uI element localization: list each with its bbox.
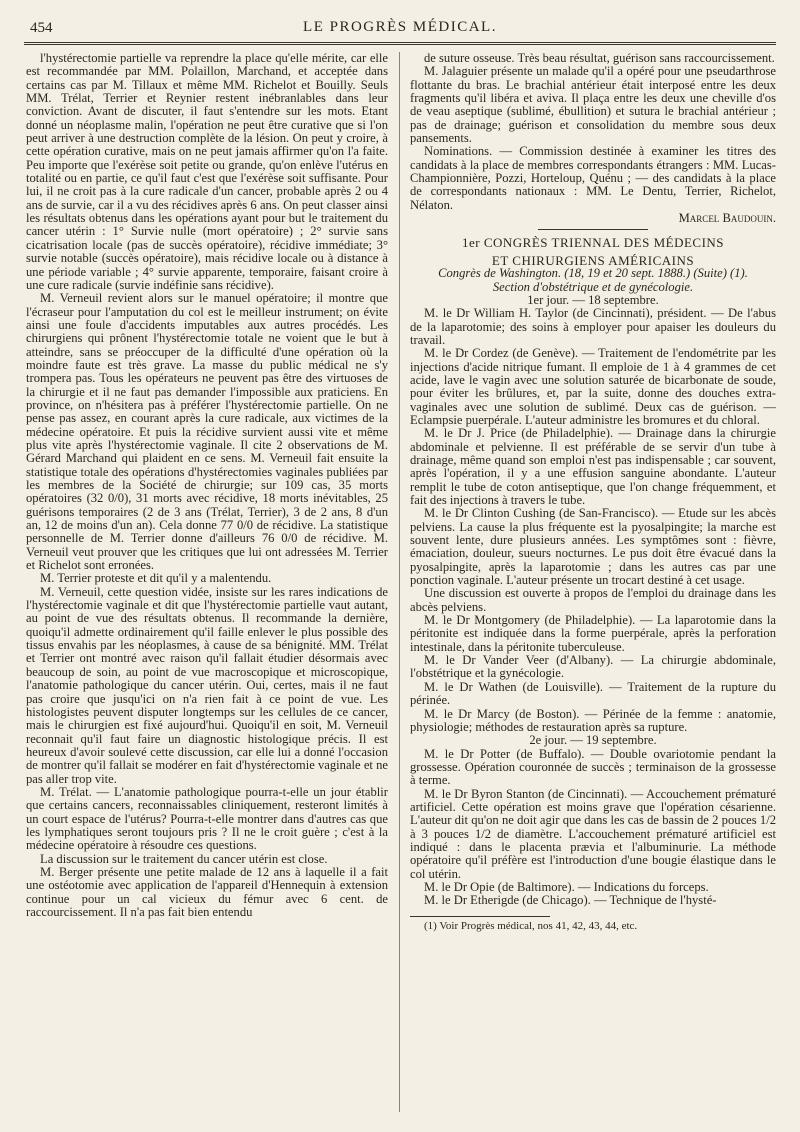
paragraph: M. Verneuil, cette question vidée, insiste sur les rares indications de l'hystérectomie vaginale et dit que l'hystérectomie partielle vaut autant, au point de vue des résultats obtenus. Il recommande la dernière, quoiqu'il admette ordinairement qu'il faille enlever le plus possible des tissus envahis par les néoplasmes, à cause de sa bénignité. MM. Trélat et Terrier ont montré avec raison qu'il fallait étudier désormais avec beaucoup de soin, au point de vue macroscopique et microscopique, l'anatomie pathologique du cancer utérin. Oui, certes, mais il ne faut pas croire que jusqu'ici on n'a rien fait à ce point de vue. Les histologistes peuvent disputer longtemps sur les cellules de ce cancer, mais le chirurgien est fixé aujourd'hui. Quoiqu'il en soit, M. Verneuil reconnait qu'il faut faire un diagnostic histologique précis. Il est heureux d'avoir soulevé cette discussion, car elle lui a donné l'occasion de montrer qu'il fallait se modérer en fait d'hystérectomie vaginale et ne pas aller trop vite. (26, 584, 388, 786)
list-item: M. le Dr Byron Stanton (de Cincinnati). — Accouchement prématuré artificiel. Cette opération est moins grave que l'opération césarienne. L'auteur dit qu'on ne doit agir que dans les cas de bassin de 2 pouces 1/2 à 3 pouces 1/2 de diamètre. L'accouchement prématuré artificiel est indiqué : dans le placenta prævia et l'albuminurie. La méthode opératoire qu'il préfère est l'introduction d'une bougie élastique dans le col utérin. (410, 786, 776, 881)
author-signature: Marcel Baudouin. (678, 211, 776, 226)
paragraph: Nominations. — Commission destinée à examiner les titres des candidats à la place de membres correspondants étrangers : MM. Lucas-Championnière, Pozzi, Horteloup, Quénu ; — des candidats à la place de correspondants nationaux : MM. Le Dentu, Terrier, Richelot, Nélaton. (410, 144, 776, 212)
list-item: M. le Dr Wathen (de Louisville). — Traitement de la rupture du périnée. (410, 679, 776, 708)
footnote-rule (410, 916, 550, 917)
right-column (410, 52, 776, 1114)
day-heading: 1er jour. — 18 septembre. (527, 292, 659, 307)
congress-subtitle: Congrès de Washington. (18, 19 et 20 sept. 1888.) (Suite) (1). (438, 266, 748, 281)
paragraph: M. Verneuil revient alors sur le manuel opératoire; il montre que l'écraseur pour l'amputation du col est le meilleur instrument; on évite ainsi une foule d'accidents imputables aux autres procédés. Les chirurgiens qui prônent l'hystérectomie totale ne voient que le but à atteindre, sans se préoccuper de la difficulté d'une opération où la moindre faute est très grave. La masse du public médical ne s'y trompera pas. Tous les opérateurs ne peuvent pas être des virtuoses de la chirurgie et il ne faut pas demander l'impossible aux praticiens. En province, on n'hésitera pas à préférer l'hystérectomie partielle. On ne pense pas assez, en courant après la cure radicale, aux victimes de la médecine opératoire. Et puis la récidive survient aussi vite et même plus vite après l'hystérectomie vaginale. Il cite 2 observations de M. Gérard Marchand qui plaident en ce sens. M. Verneuil fait ensuite la statistique totale des opérations d'hystérectomies vaginales publiées par les membres de la Société de chirurgie; sur 109 cas, 35 morts opératoires (32 0/0), 31 morts avec récidive, 18 morts inévitables, 25 guérisons temporaires (2 de 3 ans (Trélat, Terrier), 3 de 2 ans, 8 d'un an, 12 de moins d'un an). Cela donne 77 0/0 de récidive. La statistique personnelle de M. Terrier donne d'ailleurs 76 0/0 de récidive. M. Verneuil veut prouver que les critiques que lui ont adressées M. Terrier et Richelot sont erronées. (26, 291, 388, 573)
paragraph: M. Berger présente une petite malade de 12 ans à laquelle il a fait une ostéotomie avec application de l'appareil d'Hennequin à extension continue pour un cal vicieux du fémur avec 6 cent. de raccourcissement. Il n'a pas fait bien entendu (26, 864, 388, 919)
page-number: 454 (30, 20, 53, 36)
paragraph: l'hystérectomie partielle va reprendre la place qu'elle mérite, car elle est recommandée par MM. Polaillon, Marchand, et acceptée dans certains cas par M. Tillaux et même MM. Richelot et Bouilly. Seuls MM. Trélat, Terrier et Reynier restent inébranlables dans leur conviction. Avant de discuter, il faut s'entendre sur les mots. Etant donné un néoplasme malin, l'opération ne peut être curative que si l'on peut arriver à une destruction complète de la lésion. On peut y croire, à cette opération curative, mais on ne peut jamais affirmer qu'on l'a faite. Peu importe que l'exérèse soit petite ou grande, qu'on enlève l'utérus en totalité ou en partie, ce qu'il faut c'est que l'exérèse soit suffisante. Pour lui, il ne croit pas à la cure radicale d'un cancer, probable après 2 ou 4 ans de survie, car il a vu des récidives après 6 ans. On peut classer ainsi les résultats obtenus dans les opérations ayant pour but le traitement du cancer utérin : 1° Survie nulle (mort opératoire) ; 2° survie sans cicatrisation locale (pas de succès opératoire), récidive immédiate; 3° survie notable (succès opératoire), mais récidive locale ou à distance à une période variable ; 4° survie apparente, temporaire, faisant croire à une cure radicale (survie indéfinie sans récidive). (26, 51, 388, 292)
paragraph: M. Terrier proteste et dit qu'il y a malentendu. (40, 571, 272, 586)
footnote: (1) Voir Progrès médical, nos 41, 42, 43, 44, etc. (424, 919, 638, 932)
section-rule (538, 229, 648, 230)
list-item: M. le Dr Vander Veer (d'Albany). — La chirurgie abdominale, l'obstétrique et la gynécologie. (410, 653, 776, 681)
list-item: M. le Dr Clinton Cushing (de San-Francisco). — Etude sur les abcès pelviens. La cause la plus fréquente est la pyosalpingite; la marche est souvent lente, dure plusieurs années. Les symptômes sont : fièvre, émaciation, douleur, sueurs nocturnes. Le pus doit être évacué dans la pyosalpingite, après la laparotomie ; dans les autres cas par une ponction vaginale. L'auteur présente un trocart destiné à cet usage. (410, 506, 776, 588)
paragraph: M. Trélat. — L'anatomie pathologique pourra-t-elle un jour établir que certains cancers, reconnaissables cliniquement, resteront limités à un court espace de l'utérus? Pourra-t-elle montrer dans d'autres cas que les lymphatiques seront toujours pris ? Il ne le croit guère ; c'est à la médecine opératoire à résoudre ces questions. (26, 784, 388, 853)
congress-title-line2: ET CHIRURGIENS AMÉRICAINS (491, 252, 695, 268)
paragraph: de suture osseuse. Très beau résultat, guérison sans raccourcissement. (424, 51, 775, 65)
list-item: M. le Dr Montgomery (de Philadelphie). — La laparotomie dans la péritonite est indiquée dans la forme puerpérale, après la perforation intestinale, dans la péritonite tuberculeuse. (410, 613, 776, 654)
paragraph: La discussion sur le traitement du cancer utérin est close. (40, 851, 328, 866)
list-item: M. le Dr Marcy (de Boston). — Périnée de la femme : anatomie, physiologie; méthodes de restauration après sa rupture. (410, 706, 776, 734)
list-item: M. le Dr J. Price (de Philadelphie). — Drainage dans la chirurgie abdominale et pelvienne. Il est préférable de se servir d'un tube à drainage, même quand son emploi n'est pas indispensable ; car souvent, après l'opération, il y a une effusion sanguine abondante. L'auteur remplit le tube de coton antiseptique, que l'on change fréquemment, et fait des injections à travers le tube. (410, 426, 776, 507)
section-title: Section d'obstétrique et de gynécologie. (492, 279, 694, 294)
list-item: M. le Dr William H. Taylor (de Cincinnati), président. — De l'abus de la laparotomie; des soins à employer pour apaiser les douleurs du travail. (410, 306, 776, 347)
list-item: Une discussion est ouverte à propos de l'emploi du drainage dans les abcès pelviens. (410, 586, 776, 614)
list-item: M. le Dr Etherigde (de Chicago). — Technique de l'hysté- (424, 893, 717, 908)
column-divider (399, 52, 400, 1112)
list-item: M. le Dr Opie (de Baltimore). — Indications du forceps. (424, 879, 709, 894)
list-item: M. le Dr Potter (de Buffalo). — Double ovariotomie pendant la grossesse. Opération couronnée de succès ; terminaison de la grossesse à terme. (410, 746, 776, 788)
left-column (26, 52, 388, 1114)
day-heading: 2e jour. — 19 septembre. (529, 733, 657, 748)
list-item: M. le Dr Cordez (de Genève). — Traitement de l'endométrite par les injections d'acide nitrique fumant. Il emploie de 1 à 4 grammes de cet acide, lave le vagin avec une solution saturée de bicarbonate de soude, pour éviter les brûlures, et, par la suite, donne des douches extra-vaginales avec une solution de sublimé. Deux cas de guérison. — Eclampsie puerpérale. L'auteur administre les bromures et du chloral. (410, 346, 776, 427)
paragraph: M. Jalaguier présente un malade qu'il a opéré pour une pseudarthrose flottante du bras. Le brachial antérieur était interposé entre les deux fragments qu'il libéra et aviva. Il plaça entre les deux une cheville d'os de veau aseptique (sublimé, ébullition) et sutura le brachial antérieur ; pas de drainage; guérison et consolidation du membre sous deux pansements. (410, 64, 776, 146)
congress-title: 1er CONGRÈS TRIENNAL DES MÉDECINS (461, 235, 725, 251)
journal-title: LE PROGRÈS MÉDICAL. (303, 19, 497, 35)
page-header (24, 16, 776, 45)
